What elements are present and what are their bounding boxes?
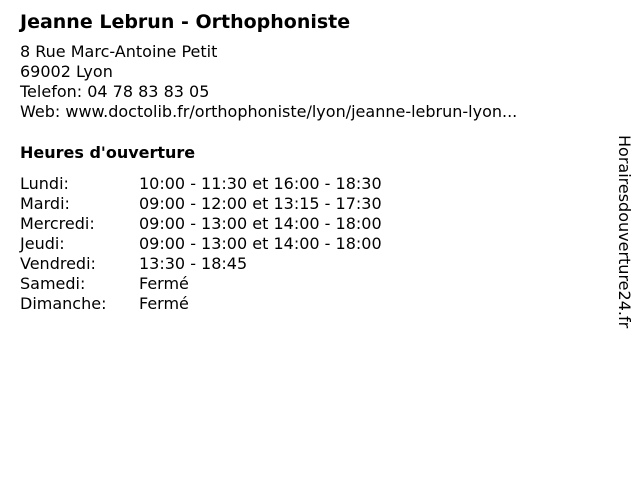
- site-watermark: Horairesdouverture24.fr: [615, 135, 634, 329]
- day-hours: 10:00 - 11:30 et 16:00 - 18:30: [139, 174, 382, 193]
- day-label: Vendredi:: [20, 254, 96, 273]
- opening-hours-heading: Heures d'ouverture: [20, 143, 196, 162]
- city-postcode: 69002 Lyon: [20, 62, 113, 81]
- business-card: [20, 9, 600, 314]
- day-label: Lundi:: [20, 174, 69, 193]
- hours-row-tuesday: [20, 194, 600, 214]
- hours-row-friday: [20, 254, 600, 274]
- day-label: Dimanche:: [20, 294, 107, 313]
- day-label: Jeudi:: [20, 234, 65, 253]
- day-label: Mardi:: [20, 194, 70, 213]
- hours-row-sunday: [20, 294, 600, 314]
- day-hours: Fermé: [139, 294, 189, 313]
- website-url: Web: www.doctolib.fr/orthophoniste/lyon/jeanne-lebrun-lyon...: [20, 102, 518, 121]
- day-hours: 09:00 - 13:00 et 14:00 - 18:00: [139, 214, 382, 233]
- day-hours: 09:00 - 12:00 et 13:15 - 17:30: [139, 194, 382, 213]
- hours-row-monday: [20, 174, 600, 194]
- contact-info: [20, 42, 600, 122]
- day-hours: 09:00 - 13:00 et 14:00 - 18:00: [139, 234, 382, 253]
- day-hours: Fermé: [139, 274, 189, 293]
- day-hours: 13:30 - 18:45: [139, 254, 248, 273]
- phone-number: Telefon: 04 78 83 83 05: [20, 82, 210, 101]
- business-name: Jeanne Lebrun - Orthophoniste: [20, 11, 351, 33]
- street-address: 8 Rue Marc-Antoine Petit: [20, 42, 218, 61]
- hours-row-saturday: [20, 274, 600, 294]
- opening-hours-table: [20, 174, 600, 314]
- hours-row-thursday: [20, 234, 600, 254]
- day-label: Samedi:: [20, 274, 86, 293]
- hours-row-wednesday: [20, 214, 600, 234]
- day-label: Mercredi:: [20, 214, 95, 233]
